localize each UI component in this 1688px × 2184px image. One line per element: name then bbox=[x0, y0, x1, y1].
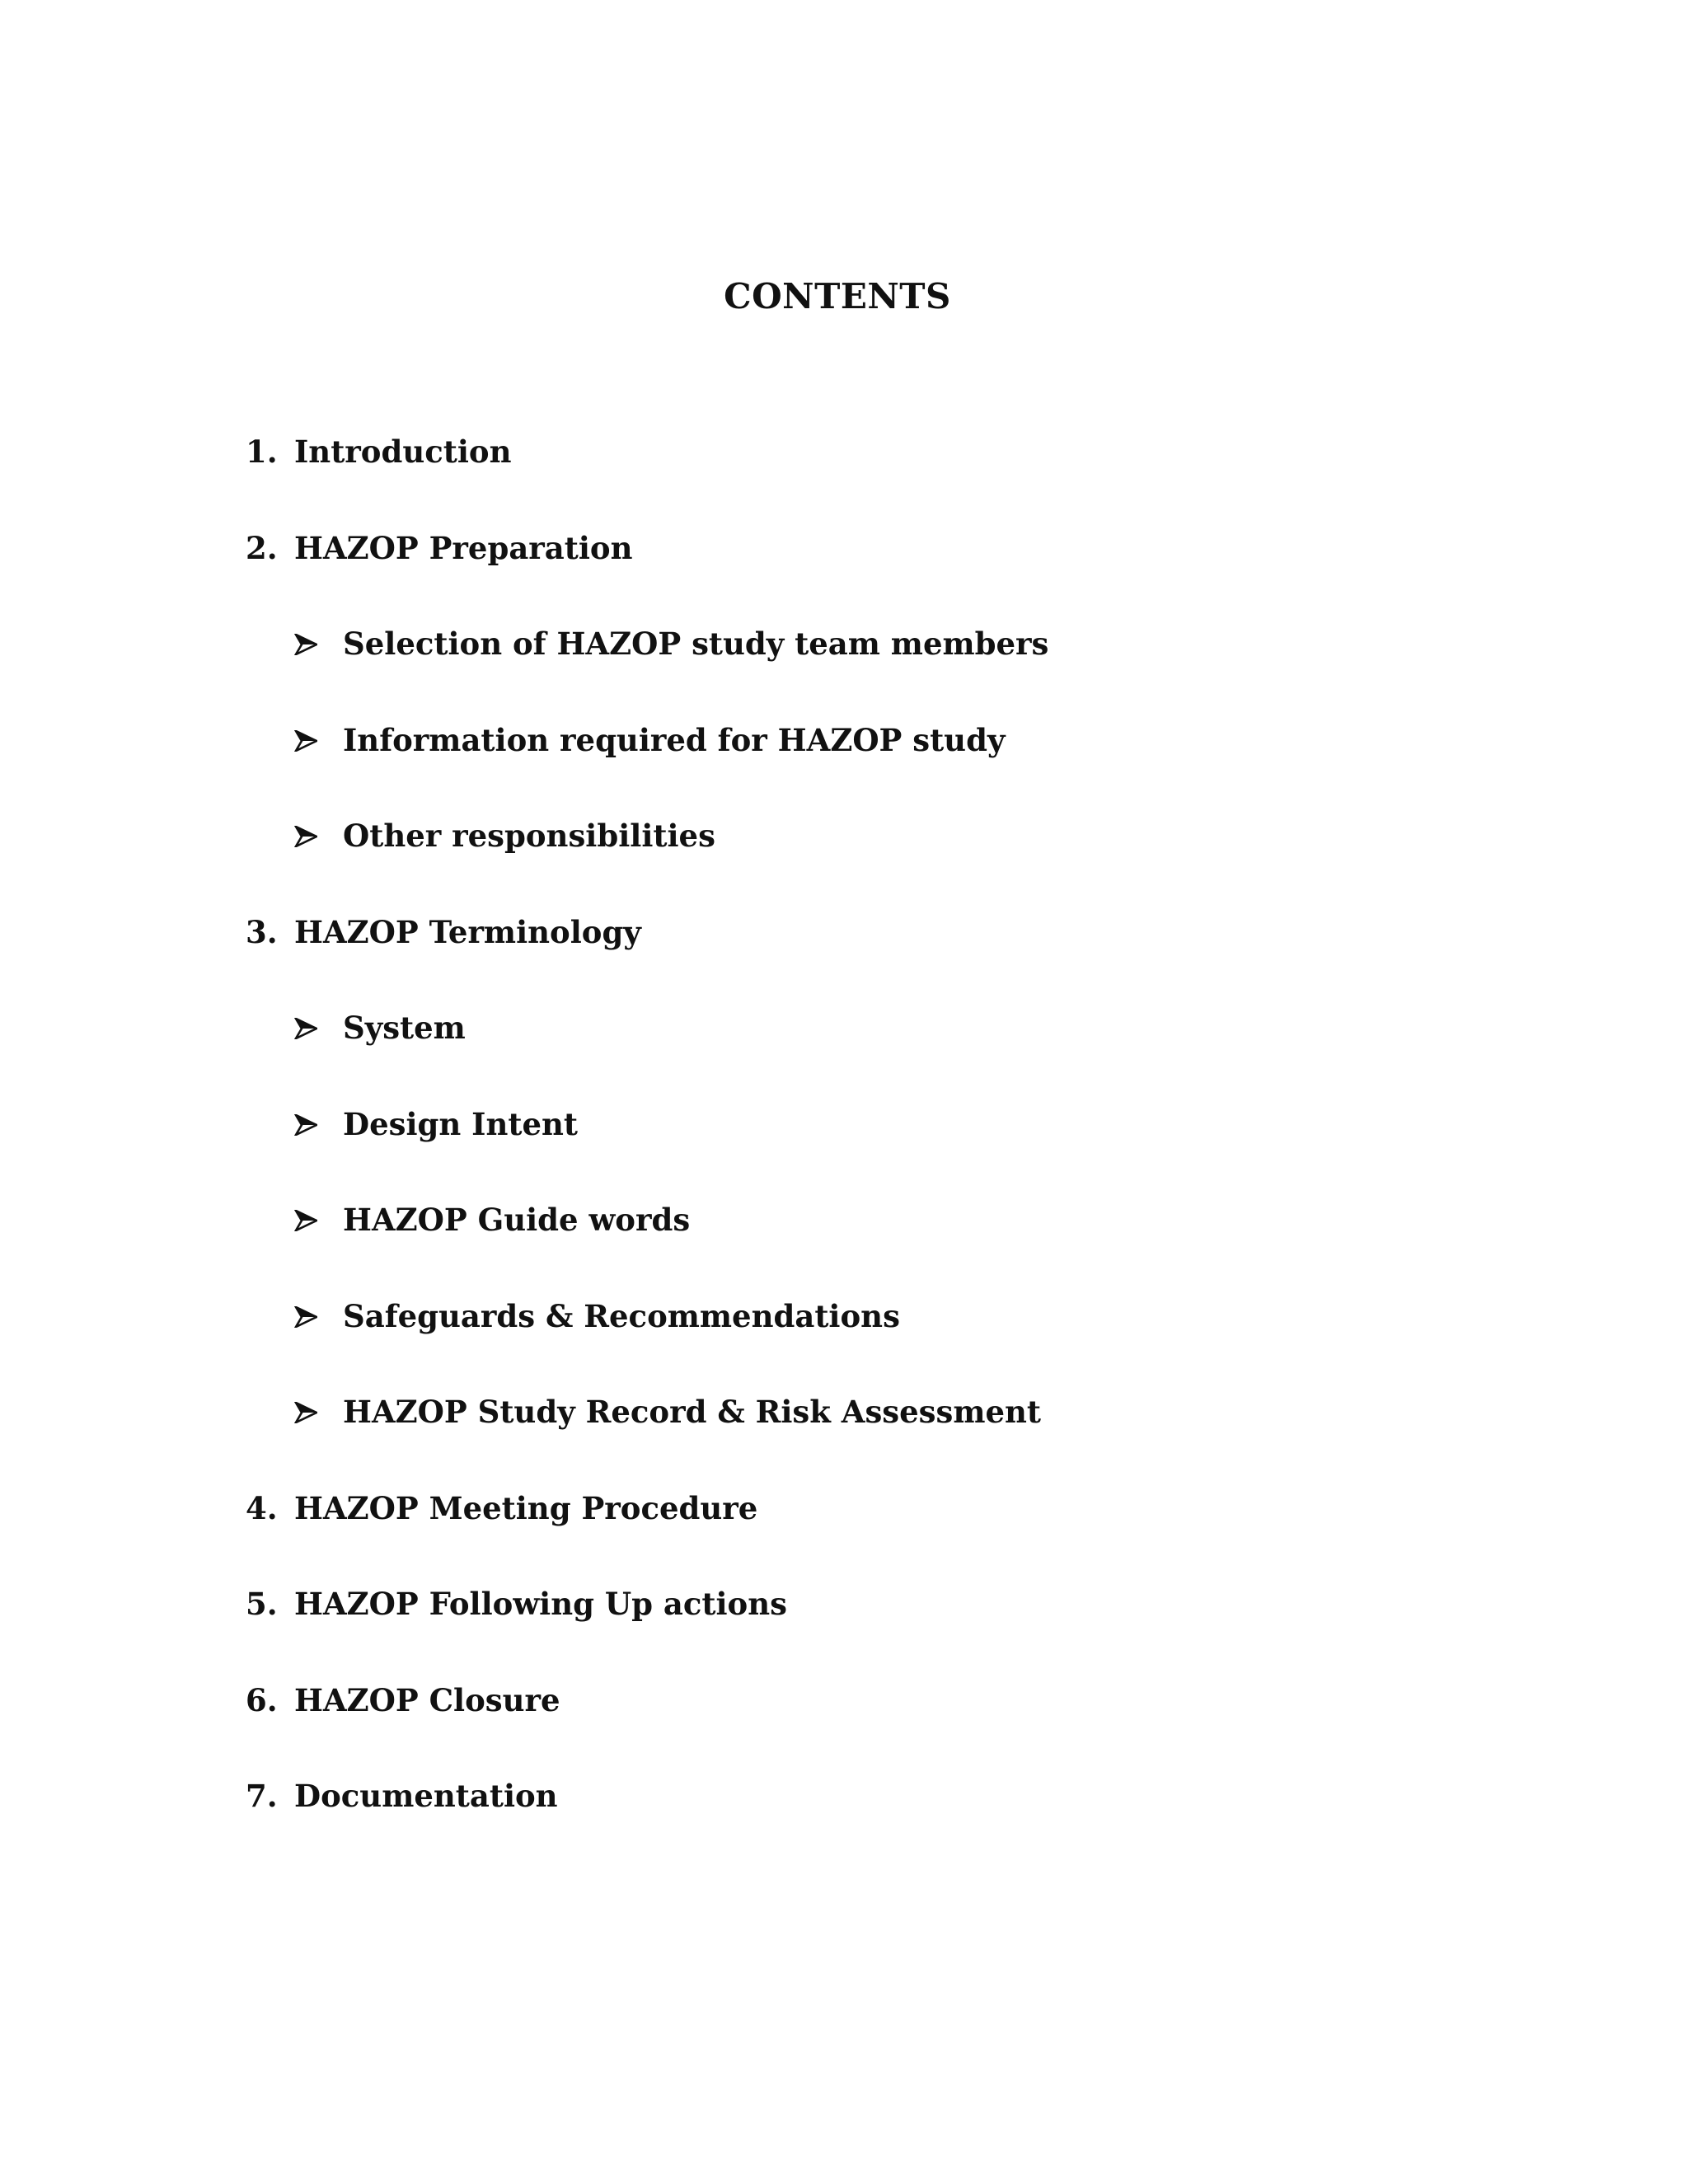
toc-subentry-label: Design Intent bbox=[343, 1105, 578, 1142]
toc-entry-number: 6. bbox=[246, 1681, 278, 1718]
toc-subentry-label: Information required for HAZOP study bbox=[343, 721, 1006, 758]
toc-subentry-label: Safeguards & Recommendations bbox=[343, 1297, 900, 1334]
toc-subentry-guide-words bbox=[0, 1203, 1688, 1300]
arrowhead-bullet-icon bbox=[294, 1018, 317, 1039]
arrowhead-bullet-icon bbox=[294, 1114, 317, 1136]
toc-entry-introduction bbox=[0, 435, 1688, 532]
toc-entry-label: HAZOP Following Up actions bbox=[294, 1586, 787, 1622]
toc-entry-label: HAZOP Closure bbox=[294, 1681, 560, 1718]
toc-entry-number: 1. bbox=[246, 434, 278, 470]
toc-entry-following-up-actions bbox=[0, 1587, 1688, 1684]
toc-entry-hazop-preparation bbox=[0, 529, 1688, 628]
toc-entry-meeting-procedure bbox=[0, 1489, 1688, 1588]
toc-subentry-system bbox=[0, 1011, 1688, 1108]
toc-subentry-label: HAZOP Study Record & Risk Assessment bbox=[343, 1394, 1042, 1430]
toc-entry-closure bbox=[0, 1681, 1688, 1780]
toc-subentry-label: Other responsibilities bbox=[343, 818, 715, 854]
toc-entry-hazop-terminology bbox=[0, 913, 1688, 1012]
toc-entry-number: 4. bbox=[246, 1489, 278, 1526]
table-of-contents bbox=[0, 435, 1688, 1876]
arrowhead-bullet-icon bbox=[294, 1210, 317, 1231]
toc-subentry-label: Selection of HAZOP study team members bbox=[343, 626, 1049, 662]
toc-subentry-design-intent bbox=[0, 1105, 1688, 1204]
toc-subentry-safeguards bbox=[0, 1297, 1688, 1396]
toc-entry-number: 7. bbox=[246, 1778, 278, 1814]
arrowhead-bullet-icon bbox=[294, 730, 317, 752]
toc-entry-label: HAZOP Terminology bbox=[294, 913, 641, 950]
toc-subentry-team-selection bbox=[0, 627, 1688, 724]
toc-entry-documentation bbox=[0, 1779, 1688, 1876]
toc-entry-number: 3. bbox=[246, 913, 278, 950]
toc-entry-number: 5. bbox=[246, 1586, 278, 1622]
toc-subentry-study-record bbox=[0, 1395, 1688, 1492]
page-title: CONTENTS bbox=[724, 276, 951, 316]
toc-entry-label: HAZOP Preparation bbox=[294, 529, 633, 566]
toc-subentry-information-required bbox=[0, 721, 1688, 820]
arrowhead-bullet-icon bbox=[294, 634, 317, 655]
toc-subentry-label: HAZOP Guide words bbox=[343, 1202, 691, 1238]
toc-entry-label: Documentation bbox=[294, 1778, 558, 1814]
toc-entry-label: Introduction bbox=[294, 434, 512, 470]
arrowhead-bullet-icon bbox=[294, 1306, 317, 1328]
arrowhead-bullet-icon bbox=[294, 826, 317, 847]
toc-entry-label: HAZOP Meeting Procedure bbox=[294, 1489, 758, 1526]
toc-subentry-other-responsibilities bbox=[0, 819, 1688, 916]
toc-entry-number: 2. bbox=[246, 529, 278, 566]
arrowhead-bullet-icon bbox=[294, 1402, 317, 1423]
toc-subentry-label: System bbox=[343, 1010, 466, 1046]
